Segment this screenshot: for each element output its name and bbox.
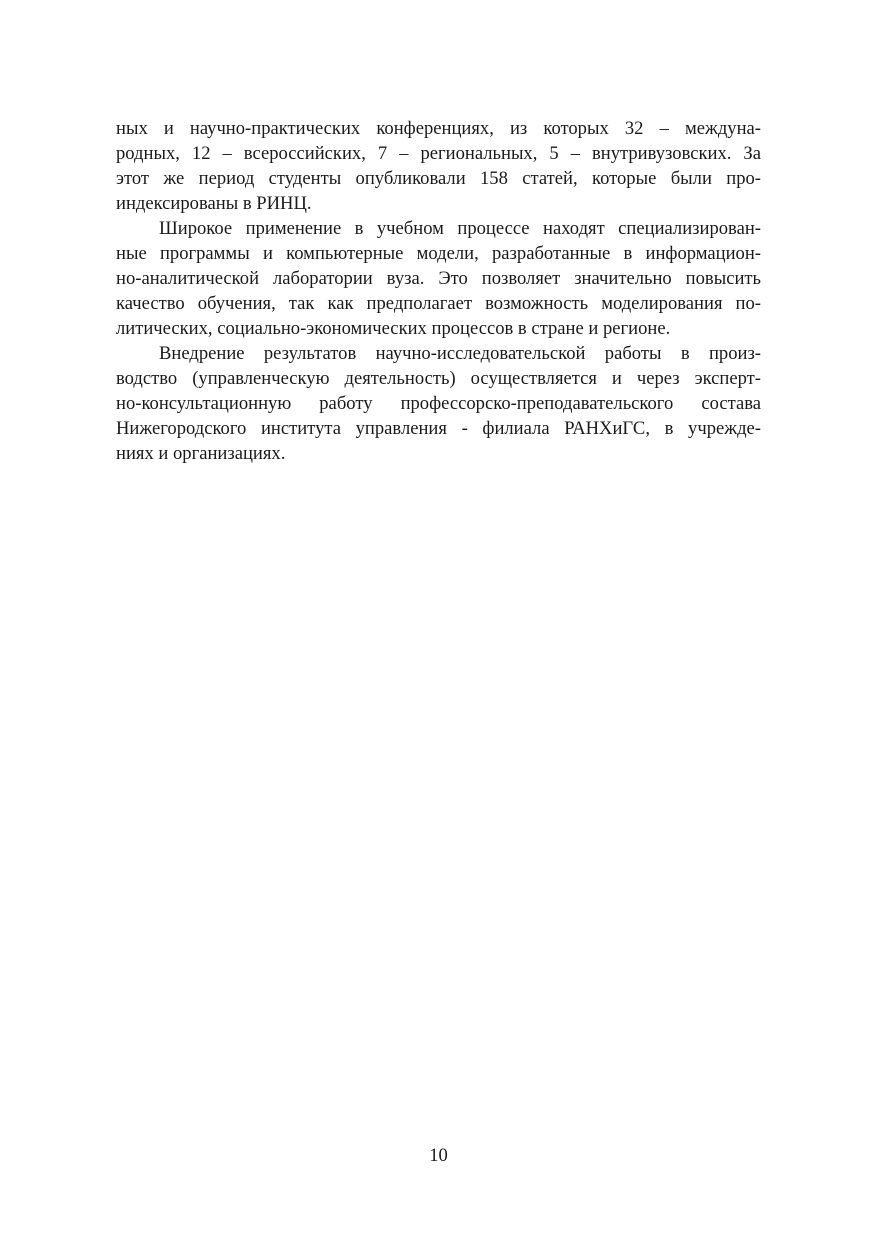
text-line: Нижегородского института управления - филиала РАНХиГС, в учрежде- (116, 418, 761, 439)
paragraph-software (116, 216, 761, 341)
text-line: но-аналитической лаборатории вуза. Это позволяет значительно повысить (116, 268, 761, 289)
text-line: Внедрение результатов научно-исследовательской работы в произ- (159, 343, 761, 364)
text-line: литических, социально-экономических процессов в стране и регионе. (116, 318, 671, 339)
text-line: водство (управленческую деятельность) осуществляется и через эксперт- (116, 368, 761, 389)
text-line: этот же период студенты опубликовали 158 статей, которые были про- (116, 168, 761, 189)
body-text (116, 116, 761, 466)
text-line: индексированы в РИНЦ. (116, 193, 312, 214)
text-line: качество обучения, так как предполагает возможность моделирования по- (116, 293, 761, 314)
text-line: ных и научно-практических конференциях, из которых 32 – междуна- (116, 118, 761, 139)
paragraph-conferences (116, 116, 761, 216)
text-line: ные программы и компьютерные модели, разработанные в информацион- (116, 243, 761, 264)
paragraph-implementation (116, 341, 761, 466)
text-line: Широкое применение в учебном процессе находят специализирован- (159, 218, 761, 239)
text-line: родных, 12 – всероссийских, 7 – региональных, 5 – внутривузовских. За (116, 143, 761, 164)
text-line: но-консультационную работу профессорско-преподавательского состава (116, 393, 761, 414)
text-line: ниях и организациях. (116, 443, 286, 464)
page-number: 10 (429, 1145, 448, 1166)
